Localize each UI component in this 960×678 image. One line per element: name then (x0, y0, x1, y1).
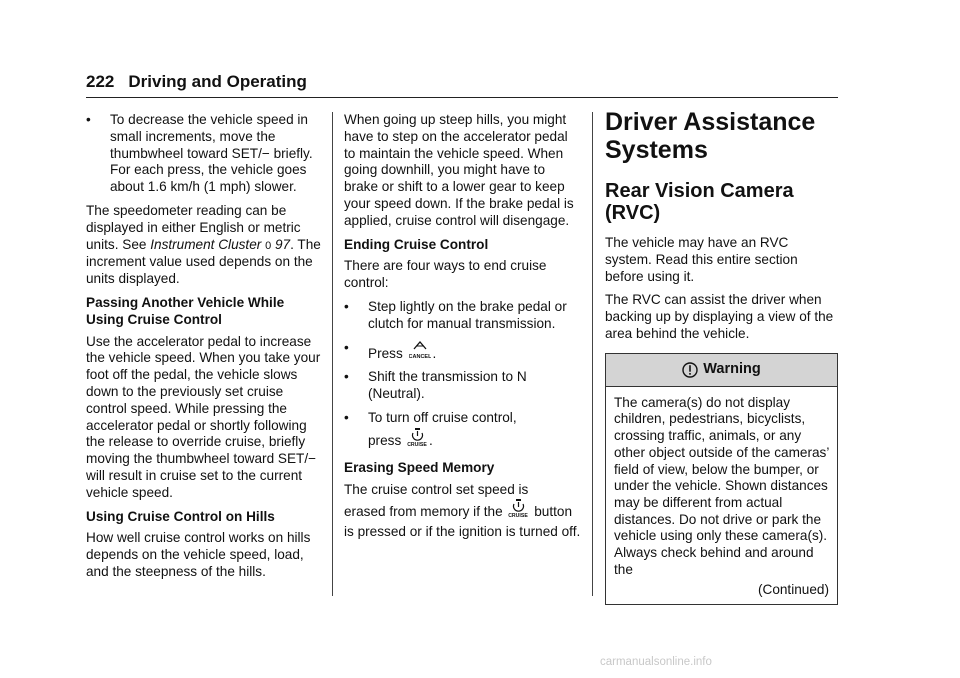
page-ref[interactable]: 97 (274, 236, 291, 252)
cruise-on-off-icon (407, 427, 427, 447)
paragraph (86, 203, 322, 288)
warning-header (606, 354, 837, 387)
text: . The increment value used depends on the units displayed. (86, 236, 321, 287)
warning-icon (682, 362, 698, 378)
paragraph: Use the accelerator pedal to increase the vehicle speed. When you take your foot off the pedal, the vehicle slows down to the previously set cruise control speed. While pressing the accelerator pedal or shortly following the release to override cruise, briefly moving the thumbwheel toward SET/− will result in cruise set to the current vehicle speed. (86, 333, 321, 500)
list-item (344, 340, 582, 363)
bullet: • (344, 369, 349, 385)
paragraph: The vehicle may have an RVC system. Read this entire section before using it. (605, 235, 798, 284)
paragraph: There are four ways to end cruise control: (344, 258, 547, 291)
page-header (86, 72, 307, 92)
paragraph: How well cruise control works on hills depends on the vehicle speed, load, and the steepness of the hills. (86, 530, 311, 579)
bullet-text: Press (368, 345, 403, 361)
bullet-text: To turn off cruise control, (368, 409, 517, 425)
column-1 (86, 112, 322, 588)
section-heading: Driver Assistance Systems (605, 108, 816, 164)
bullet: • (344, 339, 349, 355)
warning-box (605, 353, 838, 605)
svg-text:CANCEL: CANCEL (408, 353, 431, 360)
bullet-text: Step lightly on the brake pedal or clutch for manual transmission. (368, 298, 567, 331)
bullet-text: To decrease the vehicle speed in small increments, move the thumbwheel toward SET/− briefly. For each press, the vehicle goes about 1.6 km/h (1 mph) slower. (110, 112, 313, 195)
heading-ending-cruise: Ending Cruise Control (344, 236, 489, 252)
page-number: 222 (86, 72, 115, 91)
section-title: Driving and Operating (128, 72, 307, 91)
warning-title: Warning (703, 361, 761, 378)
bullet: • (86, 112, 91, 127)
heading-hills: Using Cruise Control on Hills (86, 508, 275, 524)
text: button (534, 504, 573, 520)
paragraph: The RVC can assist the driver when backing up by displaying a view of the area behind the vehicle. (605, 292, 834, 341)
text: . (429, 432, 433, 448)
text: The cruise control set speed is (344, 481, 529, 497)
bullet-text: press (368, 432, 402, 448)
warning-body (606, 387, 837, 604)
instrument-cluster-link[interactable]: Instrument Cluster (150, 236, 262, 252)
list-item (344, 299, 582, 333)
heading-erasing-memory: Erasing Speed Memory (344, 459, 495, 475)
cruise-cancel-icon (409, 340, 431, 360)
cruise-on-off-icon (508, 498, 528, 518)
svg-text:CRUISE: CRUISE (508, 513, 529, 519)
column-2 (344, 112, 582, 548)
bullet: • (344, 409, 349, 425)
column-3 (605, 108, 838, 605)
header-rule (86, 97, 838, 98)
text: . (432, 345, 437, 361)
ref-arrow-icon: 0 (265, 239, 272, 252)
list-item (344, 369, 582, 403)
paragraph (344, 482, 582, 542)
column-divider-1 (332, 112, 333, 596)
svg-text:CRUISE: CRUISE (407, 441, 427, 447)
subsection-heading: Rear Vision Camera (RVC) (605, 180, 794, 224)
heading-passing: Passing Another Vehicle While Using Cruise Control (86, 294, 285, 327)
bullet-text: Shift the transmission to N (Neutral). (368, 369, 527, 402)
continued-label: (Continued) (757, 581, 829, 597)
text: erased from memory if the (344, 504, 503, 520)
bullet: • (344, 298, 349, 314)
warning-text: The camera(s) do not display children, pedestrians, bicyclists, crossing traffic, animals, or any other object outside of the cameras’ field of view, below the bumper, or under the vehicle. Shown distances may be different from actual distances. Do not drive or park the vehicle using only these camera(s). Always check behind and around the (614, 394, 829, 577)
paragraph: When going up steep hills, you might have to step on the accelerator pedal to maintain the vehicle speed. When going downhill, you might have to brake or shift to a lower gear to keep your speed down. If the brake pedal is applied, cruise control will disengage. (344, 112, 574, 228)
list-item (344, 410, 582, 453)
list-item (86, 112, 322, 196)
text: The speedometer reading can be displayed in either English or metric units. See (86, 202, 301, 252)
text: is pressed or if the ignition is turned off. (344, 524, 581, 540)
column-divider-2 (592, 112, 593, 596)
watermark: carmanualsonline.info (600, 656, 712, 668)
